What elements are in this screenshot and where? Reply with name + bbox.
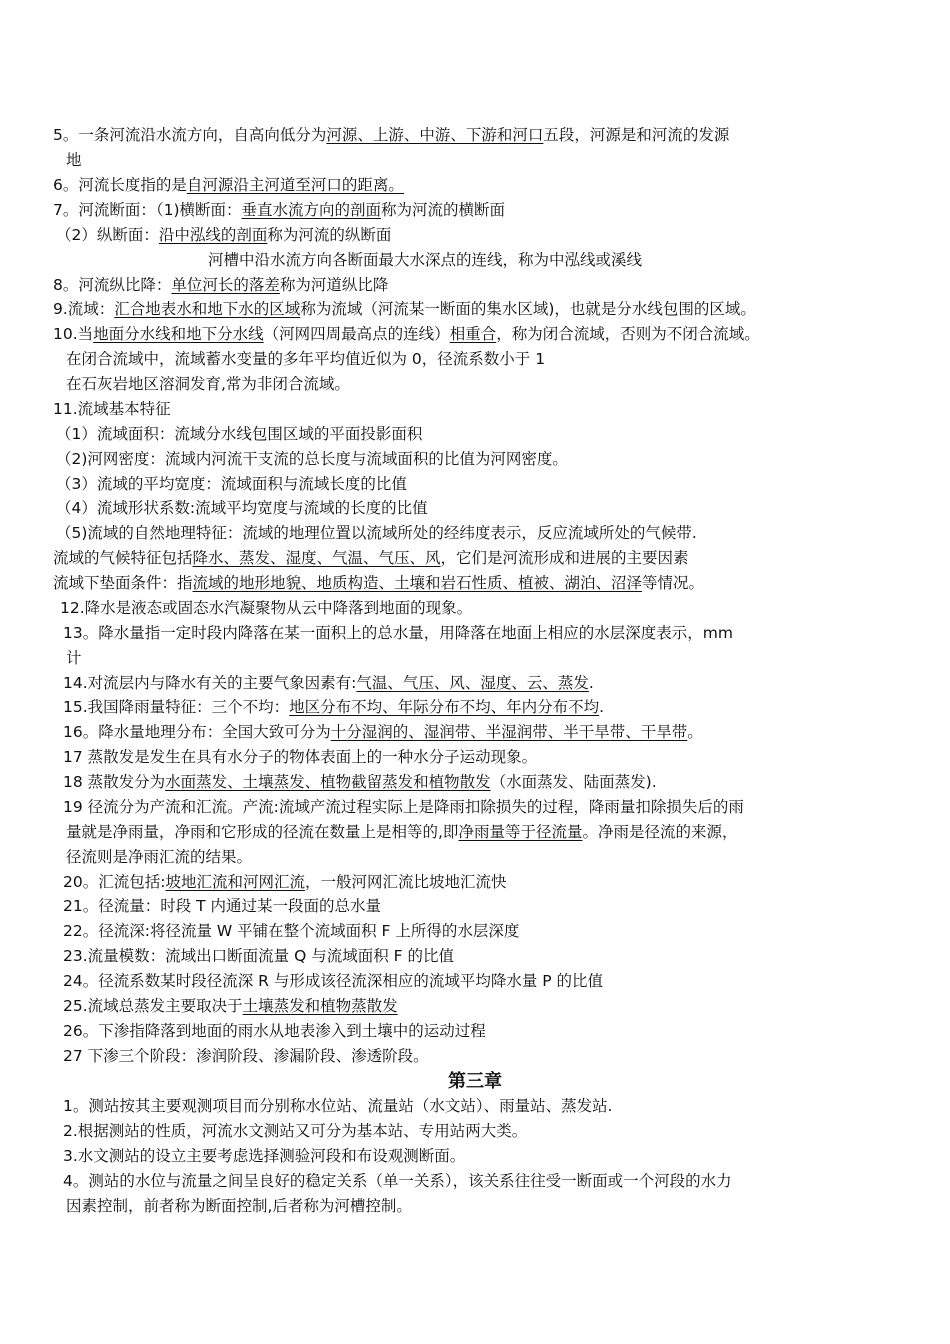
text-run: （河网四周最高点的连线）: [263, 325, 450, 343]
text-line: [63, 673, 594, 693]
text-run: 21。径流量：时段 T 内通过某一段面的总水量: [63, 897, 382, 915]
text-line: [63, 1021, 486, 1041]
text-run: 5。一条河流沿水流方向，自高向低分为: [53, 126, 327, 144]
text-line: [53, 200, 505, 220]
underlined-term: 流域的地形地貌、地质构造、土壤和岩石性质、植被、湖泊、沼泽: [192, 574, 643, 592]
text-line: [63, 1171, 732, 1191]
text-line: [56, 424, 422, 444]
text-line: [63, 747, 537, 767]
text-line: [56, 523, 697, 543]
text-run: 19 径流分为产流和汇流。产流:流域产流过程实际上是降雨扣除损失的过程，降雨量扣除损失后的雨: [63, 798, 744, 816]
text-line: [53, 125, 729, 145]
text-run: 12.降水是液态或固态水汽凝聚物从云中降落到地面的现象。: [60, 599, 473, 617]
text-line: [66, 648, 82, 668]
text-run: 称为流域（河流某一断面的集水区域)，也就是分水线包围的区域。: [300, 300, 756, 318]
text-line: [208, 250, 642, 270]
underlined-term: 地区分布不均、年际分布不均、年内分布不均: [289, 698, 600, 716]
text-run: 10.当: [53, 325, 94, 343]
text-line: [63, 1121, 527, 1141]
text-run: （水面蒸发、陆面蒸发).: [490, 773, 657, 791]
text-run: 13。降水量指一定时段内降落在某一面积上的总水量，用降落在地面上相应的水层深度表示，mm: [63, 624, 733, 642]
text-run: 7。河流断面：（1)横断面：: [53, 201, 242, 219]
text-run: （3）流域的平均宽度：流域面积与流域长度的比值: [56, 475, 407, 493]
text-run: .: [588, 674, 594, 692]
text-line: [63, 1096, 613, 1116]
text-run: 。: [687, 723, 703, 741]
text-run: 量就是净雨量，净雨和它形成的径流在数量上是相等的,即: [66, 823, 459, 841]
text-line: [63, 872, 506, 892]
text-run: 2.根据测站的性质，河流水文测站又可分为基本站、专用站两大类。: [63, 1122, 528, 1140]
underlined-term: 净雨量等于径流量: [458, 823, 583, 841]
text-line: [63, 946, 454, 966]
text-run: 9.流域：: [53, 300, 115, 318]
text-run: 27 下渗三个阶段：渗润阶段、渗漏阶段、渗透阶段。: [63, 1047, 429, 1065]
text-line: [53, 175, 404, 195]
underlined-term: 地面分水线和地下分水线: [93, 325, 264, 343]
text-run: 称为河流的横断面: [381, 201, 506, 219]
text-run: 8。河流纵比降：: [53, 276, 172, 294]
text-line: [66, 847, 252, 867]
text-line: [53, 573, 704, 593]
text-run: ，称为闭合流域，否则为不闭合流域。: [496, 325, 760, 343]
text-line: [53, 275, 388, 295]
text-run: 20。汇流包括:: [63, 873, 166, 891]
text-run: 16。降水量地理分布：全国大致可分为: [63, 723, 331, 741]
text-run: （1）流域面积：流域分水线包围区域的平面投影面积: [56, 425, 423, 443]
text-run: 26。下渗指降落到地面的雨水从地表渗入到土壤中的运动过程: [63, 1022, 486, 1040]
text-line: [63, 896, 381, 916]
underlined-term: 十分湿润的、湿润带、半湿润带、半干旱带、干旱带: [330, 723, 688, 741]
text-line: [63, 996, 398, 1016]
underlined-term: 坡地汇流和河网汇流: [165, 873, 305, 891]
underlined-term: 水面蒸发、土壤蒸发、植物截留蒸发和植物散发: [165, 773, 491, 791]
text-run: 3.水文测站的设立主要考虑选择测验河段和布设观测断面。: [63, 1147, 466, 1165]
text-run: 称为河流的纵断面: [267, 226, 392, 244]
text-run: 河槽中沿水流方向各断面最大水深点的连线，称为中泓线或溪线: [208, 251, 643, 269]
text-run: （5)流域的自然地理特征：流域的地理位置以流域所处的经纬度表示，反应流域所处的气候带.: [56, 524, 697, 542]
text-line: [63, 623, 733, 643]
text-line: [60, 598, 472, 618]
text-run: 22。径流深:将径流量 W 平铺在整个流域面积 F 上所得的水层深度: [63, 922, 520, 940]
text-run: 11.流域基本特征: [53, 400, 171, 418]
text-run: 18 蒸散发分为: [63, 773, 166, 791]
text-run: 25.流域总蒸发主要取决于: [63, 997, 243, 1015]
text-run: 流域的气候特征包括: [53, 549, 193, 567]
underlined-term: 汇合地表水和地下水的区域: [114, 300, 301, 318]
text-line: [63, 772, 657, 792]
text-line: [66, 349, 545, 369]
text-run: 14.对流层内与降水有关的主要气象因素有:: [63, 674, 357, 692]
text-run: 。净雨是径流的来源，: [582, 823, 738, 841]
text-line: [63, 722, 703, 742]
text-line: [56, 474, 407, 494]
text-line: [53, 324, 760, 344]
text-run: 在闭合流域中，流域蓄水变量的多年平均值近似为 0，径流系数小于 1: [66, 350, 546, 368]
chapter-heading: 第三章: [448, 1071, 502, 1092]
text-line: [53, 399, 171, 419]
text-run: 在石灰岩地区溶洞发育,常为非闭合流域。: [66, 375, 350, 393]
text-run: 4。测站的水位与流量之间呈良好的稳定关系（单一关系），该关系往往受一断面或一个河段的水力: [63, 1172, 732, 1190]
text-run: 五段，河源是和河流的发源: [543, 126, 730, 144]
text-run: .: [599, 698, 605, 716]
text-run: 计: [66, 649, 82, 667]
underlined-term: 自河源沿主河道至河口的距离。: [186, 176, 404, 194]
text-line: [63, 1146, 465, 1166]
text-run: 24。径流系数某时段径流深 R 与形成该径流深相应的流域平均降水量 P 的比值: [63, 972, 604, 990]
underlined-term: 土壤蒸发和植物蒸散发: [242, 997, 398, 1015]
text-line: [66, 150, 82, 170]
text-run: 17 蒸散发是发生在具有水分子的物体表面上的一种水分子运动现象。: [63, 748, 538, 766]
text-run: 流域下垫面条件：指: [53, 574, 193, 592]
text-run: 等情况。: [642, 574, 705, 592]
text-run: ，一般河网汇流比坡地汇流快: [304, 873, 507, 891]
underlined-term: 河源、上游、中游、下游和河口: [326, 126, 544, 144]
text-line: [56, 225, 391, 245]
underlined-term: 沿中泓线的剖面: [158, 226, 268, 244]
text-line: [63, 1046, 429, 1066]
underlined-term: 相重合: [449, 325, 497, 343]
text-run: 因素控制，前者称为断面控制,后者称为河槽控制。: [66, 1197, 412, 1215]
underlined-term: 垂直水流方向的剖面: [241, 201, 382, 219]
text-run: 6。河流长度指的是: [53, 176, 187, 194]
text-run: 1。测站按其主要观测项目而分别称水位站、流量站（水文站）、雨量站、蒸发站.: [63, 1097, 613, 1115]
text-line: [53, 548, 689, 568]
text-line: [56, 449, 568, 469]
underlined-term: 单位河长的落差: [171, 276, 280, 294]
text-line: [66, 374, 350, 394]
text-line: [66, 822, 737, 842]
text-run: 23.流量模数：流域出口断面流量 Q 与流域面积 F 的比值: [63, 947, 454, 965]
text-run: 地: [66, 151, 82, 169]
text-run: 径流则是净雨汇流的结果。: [66, 848, 253, 866]
text-line: [66, 1196, 412, 1216]
underlined-term: 气温、气压、风、湿度、云、蒸发: [356, 674, 589, 692]
text-line: [53, 299, 756, 319]
underlined-term: 降水、蒸发、湿度、气温、气压、风: [192, 549, 441, 567]
text-run: （4）流域形状系数:流域平均宽度与流域的长度的比值: [56, 499, 428, 517]
text-run: （2)河网密度：流域内河流干支流的总长度与流域面积的比值为河网密度。: [56, 450, 568, 468]
text-run: 15.我国降雨量特征：三个不均：: [63, 698, 290, 716]
text-line: [63, 797, 744, 817]
text-line: [63, 921, 519, 941]
text-run: ，它们是河流形成和进展的主要因素: [440, 549, 689, 567]
text-line: [63, 697, 604, 717]
text-line: [63, 971, 603, 991]
text-run: 称为河道纵比降: [279, 276, 389, 294]
text-run: （2）纵断面：: [56, 226, 159, 244]
text-line: [56, 498, 428, 518]
